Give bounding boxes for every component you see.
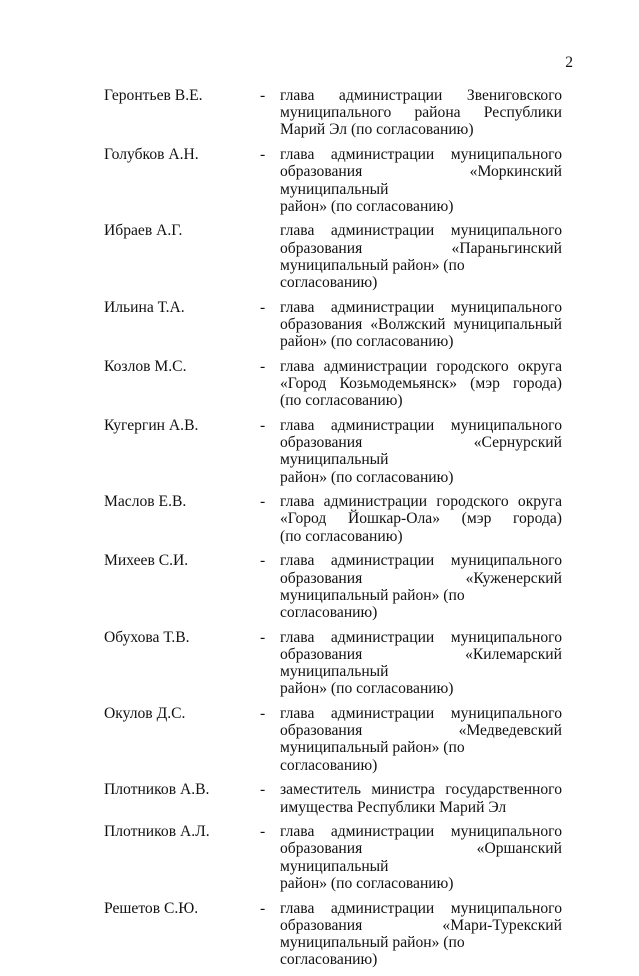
position-line: глава администрации муниципального [280,552,562,570]
separator-dash: - [260,781,266,799]
separator-dash: - [260,357,266,375]
page-number: 2 [565,54,573,71]
separator-dash: - [260,87,266,104]
position-line: район» (по согласованию) [280,468,454,486]
member-entry [104,493,564,545]
member-name: Голубков А.Н. [104,146,199,164]
position-line: (по согласованию) [280,392,403,410]
separator-dash: - [260,298,266,316]
member-position [280,823,562,892]
member-position [280,417,562,486]
member-name: Окулов Д.С. [104,705,186,722]
member-name: Кугергин А.В. [104,416,199,434]
separator-dash: - [260,493,266,511]
position-line: образования «Оршанский муниципальный [280,840,562,875]
position-line: образования «Параньгинский [280,239,562,257]
position-line: глава администрации муниципального [280,416,562,434]
position-line: образования «Волжский муниципальный [280,315,562,333]
member-position [280,87,562,139]
member-entry [104,417,564,486]
member-name: Обухова Т.В. [104,628,190,646]
member-name: Плотников А.Л. [104,823,210,841]
position-line: муниципальный район» (по согласованию) [280,933,465,969]
member-entry [104,552,564,621]
position-line: (по согласованию) [280,527,403,545]
position-line: образования «Куженерский [280,569,562,587]
member-position [280,629,562,698]
position-line: глава администрации городского округа [280,493,562,511]
member-name: Михеев С.И. [104,552,189,570]
member-list [104,87,564,976]
position-line: глава администрации муниципального [280,628,562,646]
position-line: район» (по согласованию) [280,333,454,351]
member-entry [104,629,564,698]
position-line: район» (по согласованию) [280,680,454,698]
position-line: муниципального района Республики [280,104,562,122]
member-position [280,358,562,410]
separator-dash: - [260,899,266,917]
position-line: образования «Моркинский муниципальный [280,163,562,198]
position-line: район» (по согласованию) [280,874,454,892]
position-line: глава администрации муниципального [280,705,562,722]
position-line: глава администрации муниципального [280,823,562,841]
separator-dash [260,222,280,291]
member-entry [104,146,564,215]
member-name: Плотников А.В. [104,781,210,799]
position-line: глава администрации муниципального [280,146,562,164]
separator-dash: - [260,146,266,164]
member-entry [104,299,564,351]
member-position [280,781,562,815]
position-line: глава администрации муниципального [280,298,562,316]
position-line: район» (по согласованию) [280,197,454,215]
separator-dash: - [260,628,266,646]
member-position [280,222,562,291]
position-line: муниципальный район» (по согласованию) [280,586,465,621]
position-line: муниципальный район» (по согласованию) [280,256,465,292]
position-line: Марий Эл (по согласованию) [280,121,474,139]
position-line: глава администрации муниципального [280,899,562,917]
separator-dash: - [260,823,266,841]
member-entry [104,87,564,139]
position-line: «Город Йошкар-Ола» (мэр города) [280,510,562,528]
member-position [280,493,562,545]
position-line: глава администрации муниципального [280,222,562,240]
member-name: Маслов Е.В. [104,493,187,511]
member-position [280,705,562,774]
separator-dash: - [260,705,266,722]
member-name: Ильина Т.А. [104,298,185,316]
member-position [280,299,562,351]
member-position [280,146,562,215]
member-position [280,900,562,969]
member-entry [104,222,564,291]
member-entry [104,705,564,774]
position-line: образования «Сернурский муниципальный [280,434,562,469]
member-name: Козлов М.С. [104,357,187,375]
position-line: образования «Медведевский [280,722,562,740]
member-name: Решетов С.Ю. [104,899,199,917]
member-name: Геронтьев В.Е. [104,87,203,104]
position-line: заместитель министра государственного [280,781,562,799]
position-line: образования «Килемарский муниципальный [280,645,562,681]
member-position [280,552,562,621]
member-entry [104,823,564,892]
separator-dash: - [260,416,266,434]
position-line: имущества Республики Марий Эл [280,798,507,816]
position-line: муниципальный район» (по согласованию) [280,739,465,774]
member-entry [104,900,564,969]
member-entry [104,358,564,410]
position-line: глава администрации городского округа [280,357,562,375]
separator-dash: - [260,552,266,570]
position-line: «Город Козьмодемьянск» (мэр города) [280,375,562,393]
member-name: Ибраев А.Г. [104,222,183,240]
position-line: образования «Мари-Турекский [280,916,562,934]
position-line: глава администрации Звениговского [280,87,562,104]
member-entry [104,781,564,815]
